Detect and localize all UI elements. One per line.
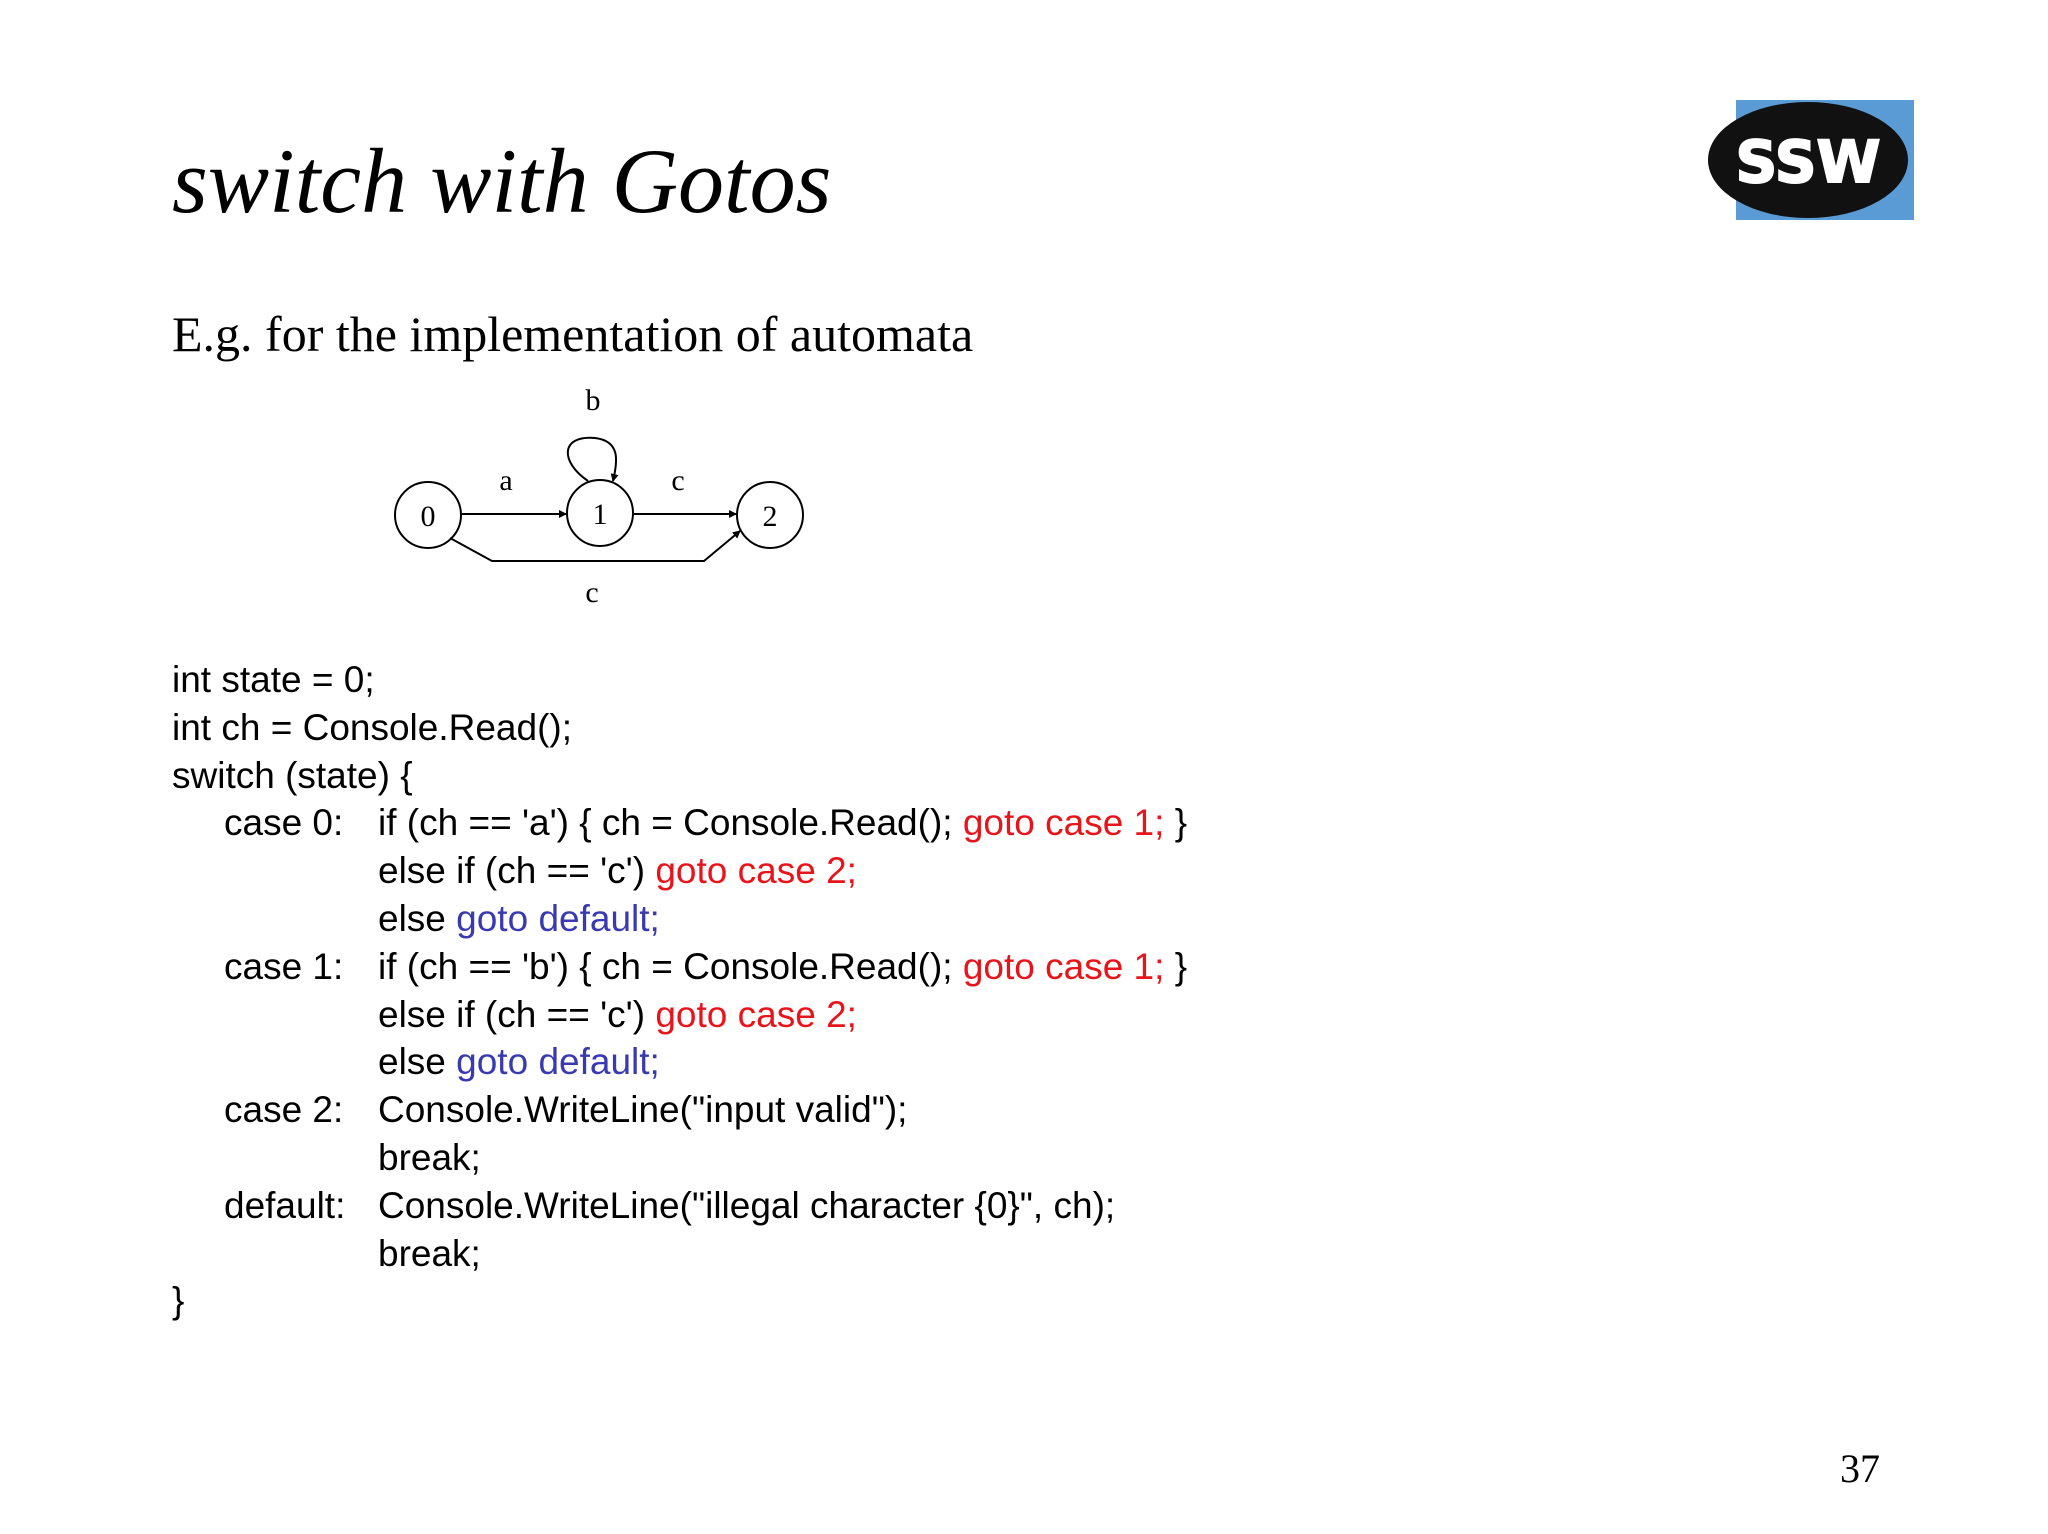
code-text: int ch = Console.Read(); bbox=[172, 706, 573, 748]
code-line bbox=[172, 847, 857, 895]
code-text: else bbox=[378, 1041, 457, 1083]
code-text: int state = 0; bbox=[172, 659, 375, 700]
code-text: Console.WriteLine("illegal character {0}", ch); bbox=[378, 1184, 1116, 1226]
automaton-diagram bbox=[380, 380, 820, 620]
case-body bbox=[378, 895, 660, 943]
code-line bbox=[172, 991, 857, 1039]
code-line bbox=[172, 1134, 572, 1182]
edge-0-1-label: a bbox=[499, 464, 513, 497]
case-label: case 2: bbox=[224, 1089, 344, 1131]
case-label: case 0: bbox=[224, 802, 344, 844]
code-line-case-1 bbox=[172, 943, 1188, 991]
case-body bbox=[378, 943, 1187, 991]
code-text: else if (ch == 'c') bbox=[378, 993, 656, 1035]
goto-default-text: goto default; bbox=[456, 897, 660, 939]
case-body bbox=[378, 1038, 660, 1086]
code-text: } bbox=[1164, 802, 1188, 844]
edge-1-2-label: c bbox=[671, 464, 685, 497]
code-text: } bbox=[1164, 945, 1188, 987]
case-body bbox=[378, 991, 857, 1039]
code-text: break; bbox=[378, 1232, 481, 1274]
state-0-label: 0 bbox=[420, 500, 436, 533]
state-1-label: 1 bbox=[592, 498, 608, 531]
code-line-case-0 bbox=[172, 799, 1188, 847]
goto-default-text: goto default; bbox=[456, 1041, 660, 1083]
goto-case-text: goto case 1; bbox=[962, 802, 1165, 844]
code-line-case-2 bbox=[172, 1086, 908, 1134]
case-label: case 1: bbox=[224, 945, 344, 987]
state-2-label: 2 bbox=[762, 500, 778, 533]
code-text: break; bbox=[378, 1136, 481, 1178]
code-text: if (ch == 'b') { ch = Console.Read(); bbox=[378, 945, 963, 987]
code-block bbox=[172, 656, 1188, 1325]
slide-title: switch with Gotos bbox=[172, 130, 832, 232]
code-text: else bbox=[378, 897, 457, 939]
closing-brace: } bbox=[172, 1280, 185, 1322]
code-line bbox=[172, 752, 572, 800]
edge-1-1-loop bbox=[568, 438, 616, 481]
goto-case-text: goto case 1; bbox=[962, 945, 1165, 987]
ssw-logo bbox=[1706, 98, 1916, 222]
case-body bbox=[378, 847, 857, 895]
code-line bbox=[172, 1038, 660, 1086]
code-line bbox=[172, 895, 660, 943]
case-body bbox=[378, 799, 1187, 847]
code-line bbox=[172, 656, 572, 704]
code-line bbox=[172, 1230, 572, 1278]
code-text: if (ch == 'a') { ch = Console.Read(); bbox=[378, 802, 963, 844]
case-label: default: bbox=[224, 1184, 346, 1226]
goto-case-text: goto case 2; bbox=[655, 993, 857, 1035]
page-number: 37 bbox=[1840, 1446, 1880, 1491]
edge-1-1-label: b bbox=[585, 384, 601, 417]
code-text: switch (state) { bbox=[172, 754, 413, 796]
logo-text: SSW bbox=[1735, 128, 1881, 196]
edge-0-2-label: c bbox=[585, 576, 599, 609]
code-line bbox=[172, 704, 572, 752]
code-line-default bbox=[172, 1182, 1116, 1230]
code-text: Console.WriteLine("input valid"); bbox=[378, 1089, 908, 1131]
slide-subtitle: E.g. for the implementation of automata bbox=[172, 306, 974, 362]
goto-case-text: goto case 2; bbox=[655, 850, 857, 892]
code-line bbox=[172, 1277, 572, 1325]
code-text: else if (ch == 'c') bbox=[378, 850, 656, 892]
